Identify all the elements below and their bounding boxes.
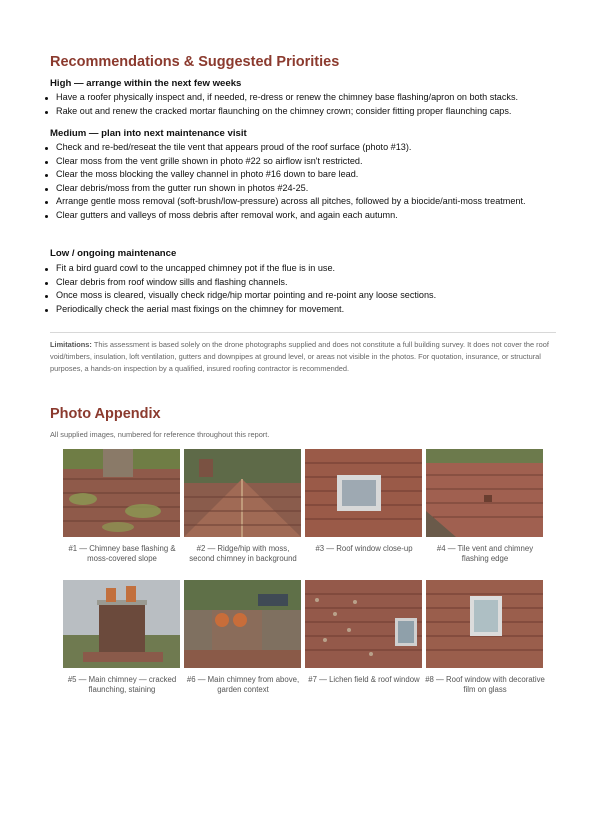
photo-5-main-chimney [63, 580, 180, 668]
photo-6-caption: #6 — Main chimney from above, garden context [186, 675, 300, 694]
recommendations-title: Recommendations & Suggested Priorities [50, 54, 340, 70]
photo-8-window-film [426, 580, 543, 668]
list-item: Clear debris from roof window sills and flashing channels. [42, 276, 562, 290]
priority-low-heading: Low / ongoing maintenance [50, 248, 177, 259]
photo-3-roof-window [305, 449, 422, 537]
priority-low-list [42, 262, 562, 316]
photo-4-tile-vent [426, 449, 543, 537]
appendix-title: Photo Appendix [50, 406, 161, 422]
photo-2-caption: #2 — Ridge/hip with moss, second chimney in background [189, 544, 297, 563]
list-item: Have a roofer physically inspect and, if needed, re-dress or renew the chimney base flashing/apron on both stacks. [42, 91, 562, 105]
photo-7-caption: #7 — Lichen field & roof window [308, 675, 420, 684]
section-divider [50, 332, 556, 333]
photo-7-lichen-window [305, 580, 422, 668]
limitations-text: This assessment is based solely on the drone photographs supplied and does not constitute a full building survey. It does not cover the roof void/timbers, insulation, loft ventilation, gutters and downpipes at ground level, or areas not visible in the photos. For quotation, insurance, or structural purposes, a hands-on inspection by a qualified, insured roofing contractor is recommended. [50, 340, 549, 373]
list-item: Clear debris/moss from the gutter run shown in photos #24-25. [42, 182, 562, 196]
photo-8-caption: #8 — Roof window with decorative film on glass [425, 675, 545, 694]
photo-1-chimney-base [63, 449, 180, 537]
photo-1-caption: #1 — Chimney base flashing & moss-covered slope [68, 544, 176, 563]
appendix-intro: All supplied images, numbered for reference throughout this report. [50, 430, 270, 439]
list-item: Clear moss from the vent grille shown in photo #22 so airflow isn't restricted. [42, 155, 562, 169]
list-item: Clear the moss blocking the valley channel in photo #16 down to bare lead. [42, 168, 562, 182]
list-item: Once moss is cleared, visually check ridge/hip mortar pointing and re-point any loose sections. [42, 289, 562, 303]
photo-6-chimney-above [184, 580, 301, 668]
priority-high-heading: High — arrange within the next few weeks [50, 78, 242, 89]
priority-medium-heading: Medium — plan into next maintenance visit [50, 128, 247, 139]
list-item: Check and re-bed/reseat the tile vent that appears proud of the roof surface (photo #13). [42, 141, 562, 155]
list-item: Clear gutters and valleys of moss debris after removal work, and again each autumn. [42, 209, 562, 223]
limitations-note [50, 339, 562, 375]
photo-2-ridge-hip [184, 449, 301, 537]
priority-high-list [42, 91, 562, 118]
list-item: Periodically check the aerial mast fixings on the chimney for movement. [42, 303, 562, 317]
list-item: Rake out and renew the cracked mortar flaunching on the chimney crown; consider fitting proper flaunching caps. [42, 105, 562, 119]
priority-medium-list [42, 141, 562, 222]
list-item: Fit a bird guard cowl to the uncapped chimney pot if the flue is in use. [42, 262, 562, 276]
photo-4-caption: #4 — Tile vent and chimney flashing edge [436, 544, 534, 563]
photo-5-caption: #5 — Main chimney — cracked flaunching, staining [67, 675, 177, 694]
photo-3-caption: #3 — Roof window close-up [315, 544, 413, 553]
list-item: Arrange gentle moss removal (soft-brush/low-pressure) across all pitches, followed by a biocide/anti-moss treatment. [42, 195, 562, 209]
limitations-label: Limitations: [50, 340, 92, 349]
